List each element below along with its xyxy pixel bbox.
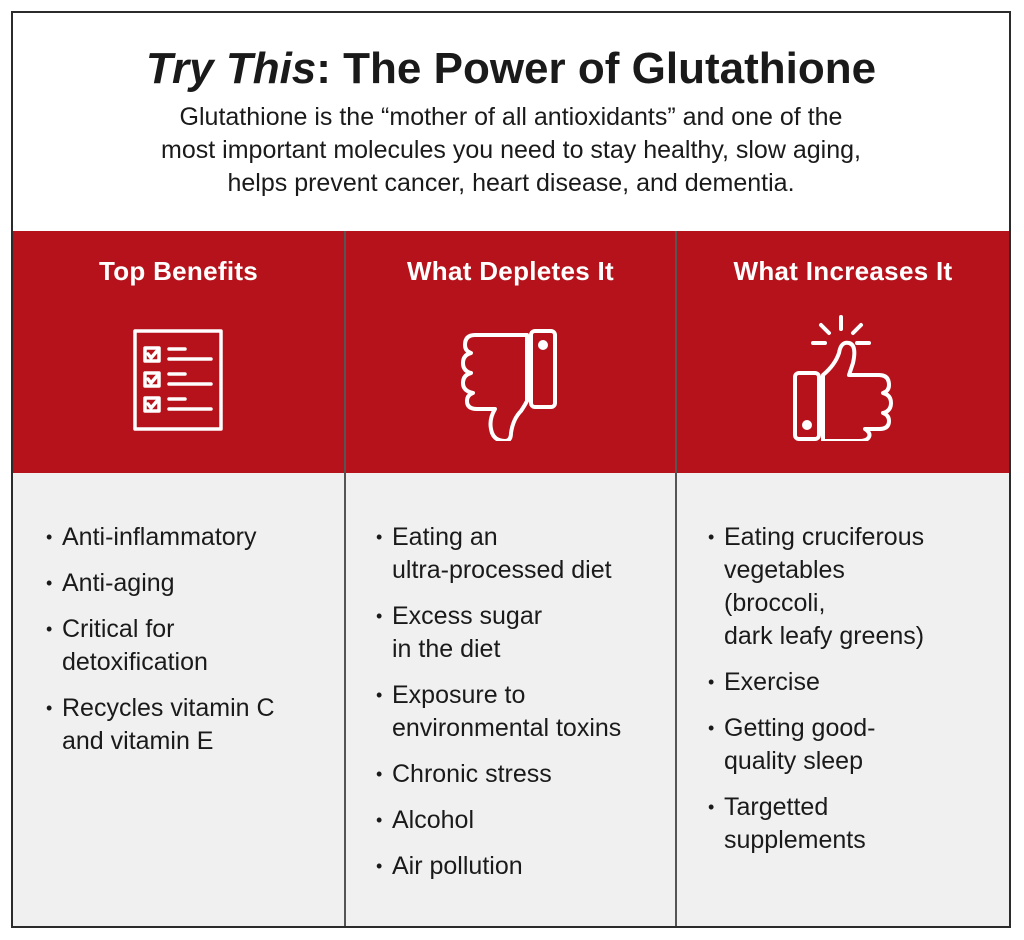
thumbs-down-icon bbox=[451, 301, 571, 441]
bullet-icon: • bbox=[376, 606, 383, 626]
thumbs-up-icon bbox=[783, 301, 903, 441]
glutathione-infographic bbox=[11, 11, 1011, 928]
list-item bbox=[46, 692, 336, 758]
list-item bbox=[376, 521, 668, 587]
list-item-text: ultra-processed diet bbox=[392, 556, 612, 584]
list-item-text: Eating cruciferous bbox=[724, 523, 925, 551]
list-item-text: Targetted bbox=[724, 793, 829, 821]
intro-text bbox=[93, 101, 929, 200]
list-item-text: detoxification bbox=[62, 648, 208, 676]
list-item bbox=[46, 613, 336, 679]
list-item-text: supplements bbox=[724, 826, 866, 854]
bullet-icon: • bbox=[376, 856, 383, 876]
bullet-icon: • bbox=[376, 685, 383, 705]
bullet-icon: • bbox=[46, 698, 53, 718]
depletes-list bbox=[376, 521, 668, 896]
list-item-text: in the diet bbox=[392, 635, 501, 663]
list-item-text: Alcohol bbox=[392, 806, 474, 834]
list-item-text: Anti-aging bbox=[62, 569, 175, 597]
list-item-text: quality sleep bbox=[724, 747, 863, 775]
bullet-icon: • bbox=[708, 797, 715, 817]
bullet-icon: • bbox=[708, 718, 715, 738]
page-title bbox=[13, 43, 1009, 95]
intro-line: Glutathione is the “mother of all antioxidants” and one of the bbox=[179, 103, 843, 131]
list-item bbox=[708, 791, 1003, 857]
list-item bbox=[46, 521, 336, 554]
list-item bbox=[46, 567, 336, 600]
bullet-icon: • bbox=[376, 764, 383, 784]
column-header-increases bbox=[677, 231, 1009, 473]
checklist-icon bbox=[119, 301, 239, 441]
bullet-icon: • bbox=[708, 672, 715, 692]
list-item-text: environmental toxins bbox=[392, 714, 622, 742]
list-item bbox=[376, 679, 668, 745]
list-item-text: Critical for bbox=[62, 615, 175, 643]
increases-list bbox=[708, 521, 1003, 870]
list-item bbox=[708, 712, 1003, 778]
benefits-list bbox=[46, 521, 336, 771]
list-item-text: Anti-inflammatory bbox=[62, 523, 257, 551]
list-item bbox=[376, 758, 668, 791]
list-item-text: Eating an bbox=[392, 523, 498, 551]
list-item-text: dark leafy greens) bbox=[724, 622, 925, 650]
bullet-icon: • bbox=[376, 810, 383, 830]
bullet-icon: • bbox=[376, 527, 383, 547]
column-title: Top Benefits bbox=[98, 256, 259, 286]
list-item-text: Exercise bbox=[724, 668, 820, 696]
bullet-icon: • bbox=[46, 619, 53, 639]
column-header-depletes bbox=[346, 231, 675, 473]
list-item bbox=[708, 666, 1003, 699]
list-item-text: (broccoli, bbox=[724, 589, 826, 617]
column-header-benefits bbox=[13, 231, 344, 473]
list-item-text: Chronic stress bbox=[392, 760, 552, 788]
bullet-icon: • bbox=[46, 527, 53, 547]
header bbox=[13, 13, 1009, 231]
column-title: What Increases It bbox=[733, 256, 953, 286]
list-item-text: Getting good- bbox=[724, 714, 876, 742]
column-title: What Depletes It bbox=[406, 256, 615, 286]
list-item-text: Exposure to bbox=[392, 681, 526, 709]
intro-line: most important molecules you need to stay healthy, slow aging, bbox=[161, 136, 861, 164]
list-item bbox=[376, 804, 668, 837]
intro-line: helps prevent cancer, heart disease, and dementia. bbox=[227, 169, 795, 197]
list-item bbox=[376, 850, 668, 883]
list-item-text: Excess sugar bbox=[392, 602, 543, 630]
list-item-text: Air pollution bbox=[392, 852, 523, 880]
list-item-text: and vitamin E bbox=[62, 727, 214, 755]
title-rest: : The Power of Glutathione bbox=[316, 44, 877, 93]
bullet-icon: • bbox=[708, 527, 715, 547]
list-item bbox=[708, 521, 1003, 653]
list-item-text: Recycles vitamin C bbox=[62, 694, 275, 722]
title-italic: Try This bbox=[145, 44, 317, 93]
list-item-text: vegetables bbox=[724, 556, 845, 584]
bullet-icon: • bbox=[46, 573, 53, 593]
list-item bbox=[376, 600, 668, 666]
